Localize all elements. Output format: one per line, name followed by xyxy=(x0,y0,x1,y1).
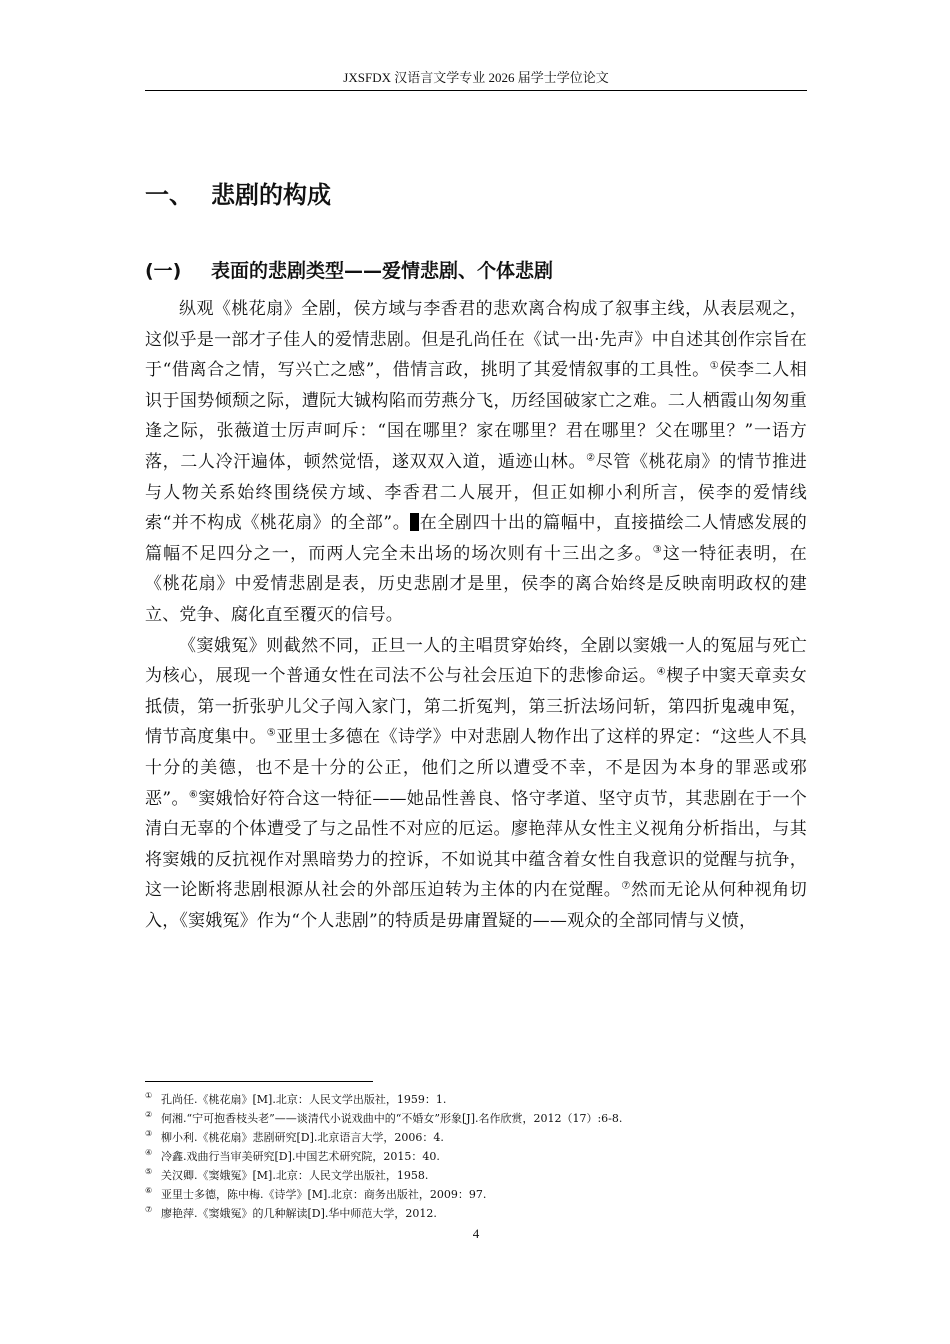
footnote: ② 何湘.“宁可抱香枝头老”——谈清代小说戏曲中的“不婚女”形象[J].名作欣赏，2012（17）:6-8. xyxy=(145,1110,623,1125)
footnote-text: 关汉卿.《窦娥冤》[M].北京：人民文学出版社，1958. xyxy=(161,1169,429,1182)
body-text xyxy=(145,294,807,936)
footnote-separator xyxy=(145,1081,373,1082)
paragraph-text: 尽管《桃花扇》的情节推进与人物关系始终围绕侯方域、李香君二人展开，但正如柳小利所言，侯李的爱情线索“并不构成《桃花扇》的全部”。 xyxy=(145,451,808,534)
paragraph-1 xyxy=(145,294,807,631)
chapter-title: 悲剧的构成 xyxy=(211,181,331,209)
footnote-ref[interactable]: ① xyxy=(709,360,720,372)
footnote-text: 何湘.“宁可抱香枝头老”——谈清代小说戏曲中的“不婚女”形象[J].名作欣赏，2012（17）:6-8. xyxy=(161,1112,623,1125)
footnote-text: 孔尚任.《桃花扇》[M].北京：人民文学出版社，1959：1. xyxy=(161,1093,447,1106)
footnote-ref[interactable]: ② xyxy=(586,452,596,464)
footnote-ref[interactable]: ⑦ xyxy=(621,880,631,892)
footnote: ⑤ 关汉卿.《窦娥冤》[M].北京：人民文学出版社，1958. xyxy=(145,1167,429,1182)
footnote-ref[interactable]: ⑤ xyxy=(266,727,277,739)
footnote: ③ 柳小利.《桃花扇》悲剧研究[D].北京语言大学，2006：4. xyxy=(145,1129,444,1144)
page-number: 4 xyxy=(472,1226,480,1241)
running-header: JXSFDX 汉语言文学专业 2026 届学士学位论文 xyxy=(343,70,609,85)
footnote-text: 柳小利.《桃花扇》悲剧研究[D].北京语言大学，2006：4. xyxy=(161,1131,444,1144)
footnote: ① 孔尚任.《桃花扇》[M].北京：人民文学出版社，1959：1. xyxy=(145,1091,447,1106)
paragraph-text: 然而无论从何种视角切入，《窦娥冤》作为“个人悲剧”的特质是毋庸置疑的——观众的全部同情与义愤， xyxy=(145,880,807,931)
footnotes xyxy=(145,1090,845,1223)
header-rule xyxy=(145,90,807,91)
footnote: ④ 冷鑫.戏曲行当审美研究[D].中国艺术研究院，2015：40. xyxy=(145,1148,440,1163)
section-number: (一) xyxy=(145,260,182,282)
footnote: ⑦ 廖艳萍.《窦娥冤》的几种解读[D].华中师范大学，2012. xyxy=(145,1205,437,1220)
text-cursor xyxy=(410,513,419,531)
footnote: ⑥ 亚里士多德，陈中梅.《诗学》[M].北京：商务出版社，2009：97. xyxy=(145,1186,487,1201)
paragraph-text: 亚里士多德在《诗学》中对悲剧人物作出了这样的界定：“这些人不具十分的美德，也不是十分的公正，他们之所以遭受不幸，不是因为本身的罪恶或邪恶”。 xyxy=(145,727,808,809)
chapter-heading xyxy=(145,178,331,212)
section-title: 表面的悲剧类型——爱情悲剧、个体悲剧 xyxy=(211,260,554,282)
paragraph-text: 窦娥恰好符合这一特征——她品性善良、恪守孝道、坚守贞节，其悲剧在于一个清白无辜的个体遭受了与之品性不对应的厄运。廖艳萍从女性主义视角分析指出，与其将窦娥的反抗视作对黑暗势力的控诉，不如说其中蕴含着女性自我意识的觉醒与抗争，这一论断将悲剧根源从社会的外部压迫转为主体的内在觉醒。 xyxy=(145,788,807,901)
section-heading xyxy=(145,256,553,286)
footnote-text: 冷鑫.戏曲行当审美研究[D].中国艺术研究院，2015：40. xyxy=(161,1150,440,1163)
paragraph-text: 在全剧四十出的篇幅中，直接描绘二人情感发展的篇幅不足四分之一，而两人完全未出场的场次则有十三出之多。 xyxy=(145,513,807,564)
paragraph-text: 纵观《桃花扇》全剧，侯方域与李香君的悲欢离合构成了叙事主线，从表层观之，这似乎是一部才子佳人的爱情悲剧。但是孔尚任在《试一出·先声》中自述其创作宗旨在于“借离合之情，写兴亡之感”，借情言政，挑明了其爱情叙事的工具性。 xyxy=(145,299,807,381)
footnote-ref[interactable]: ④ xyxy=(656,666,667,678)
chapter-number: 一、 xyxy=(145,181,193,209)
footnote-ref[interactable]: ③ xyxy=(652,544,663,556)
paragraph-text: 楔子中窦天章卖女抵债，第一折张驴儿父子闯入家门，第二折冤判，第三折法场问斩，第四折鬼魂申冤，情节高度集中。 xyxy=(145,666,807,748)
footnote-text: 廖艳萍.《窦娥冤》的几种解读[D].华中师范大学，2012. xyxy=(161,1207,437,1220)
footnote-text: 亚里士多德，陈中梅.《诗学》[M].北京：商务出版社，2009：97. xyxy=(161,1188,487,1201)
paragraph-2 xyxy=(145,631,807,937)
paragraph-text: 《窦娥冤》则截然不同，正旦一人的主唱贯穿始终，全剧以窦娥一人的冤屈与死亡为核心，展现一个普通女性在司法不公与社会压迫下的悲惨命运。 xyxy=(145,635,807,687)
paragraph-text: 侯李二人相识于国势倾颓之际，遭阮大铖构陷而劳燕分飞，历经国破家亡之难。二人栖霞山匆匆重逢之际，张薇道士厉声呵斥：“国在哪里？家在哪里？君在哪里？父在哪里？”一语方落，二人冷汗遍体，顿然觉悟，遂双双入道，遁迹山林。 xyxy=(145,360,808,472)
paragraph-text: 这一特征表明，在《桃花扇》中爱情悲剧是表，历史悲剧才是里，侯李的离合始终是反映南明政权的建立、党争、腐化直至覆灭的信号。 xyxy=(145,543,807,625)
footnote-ref[interactable]: ⑥ xyxy=(188,788,199,800)
